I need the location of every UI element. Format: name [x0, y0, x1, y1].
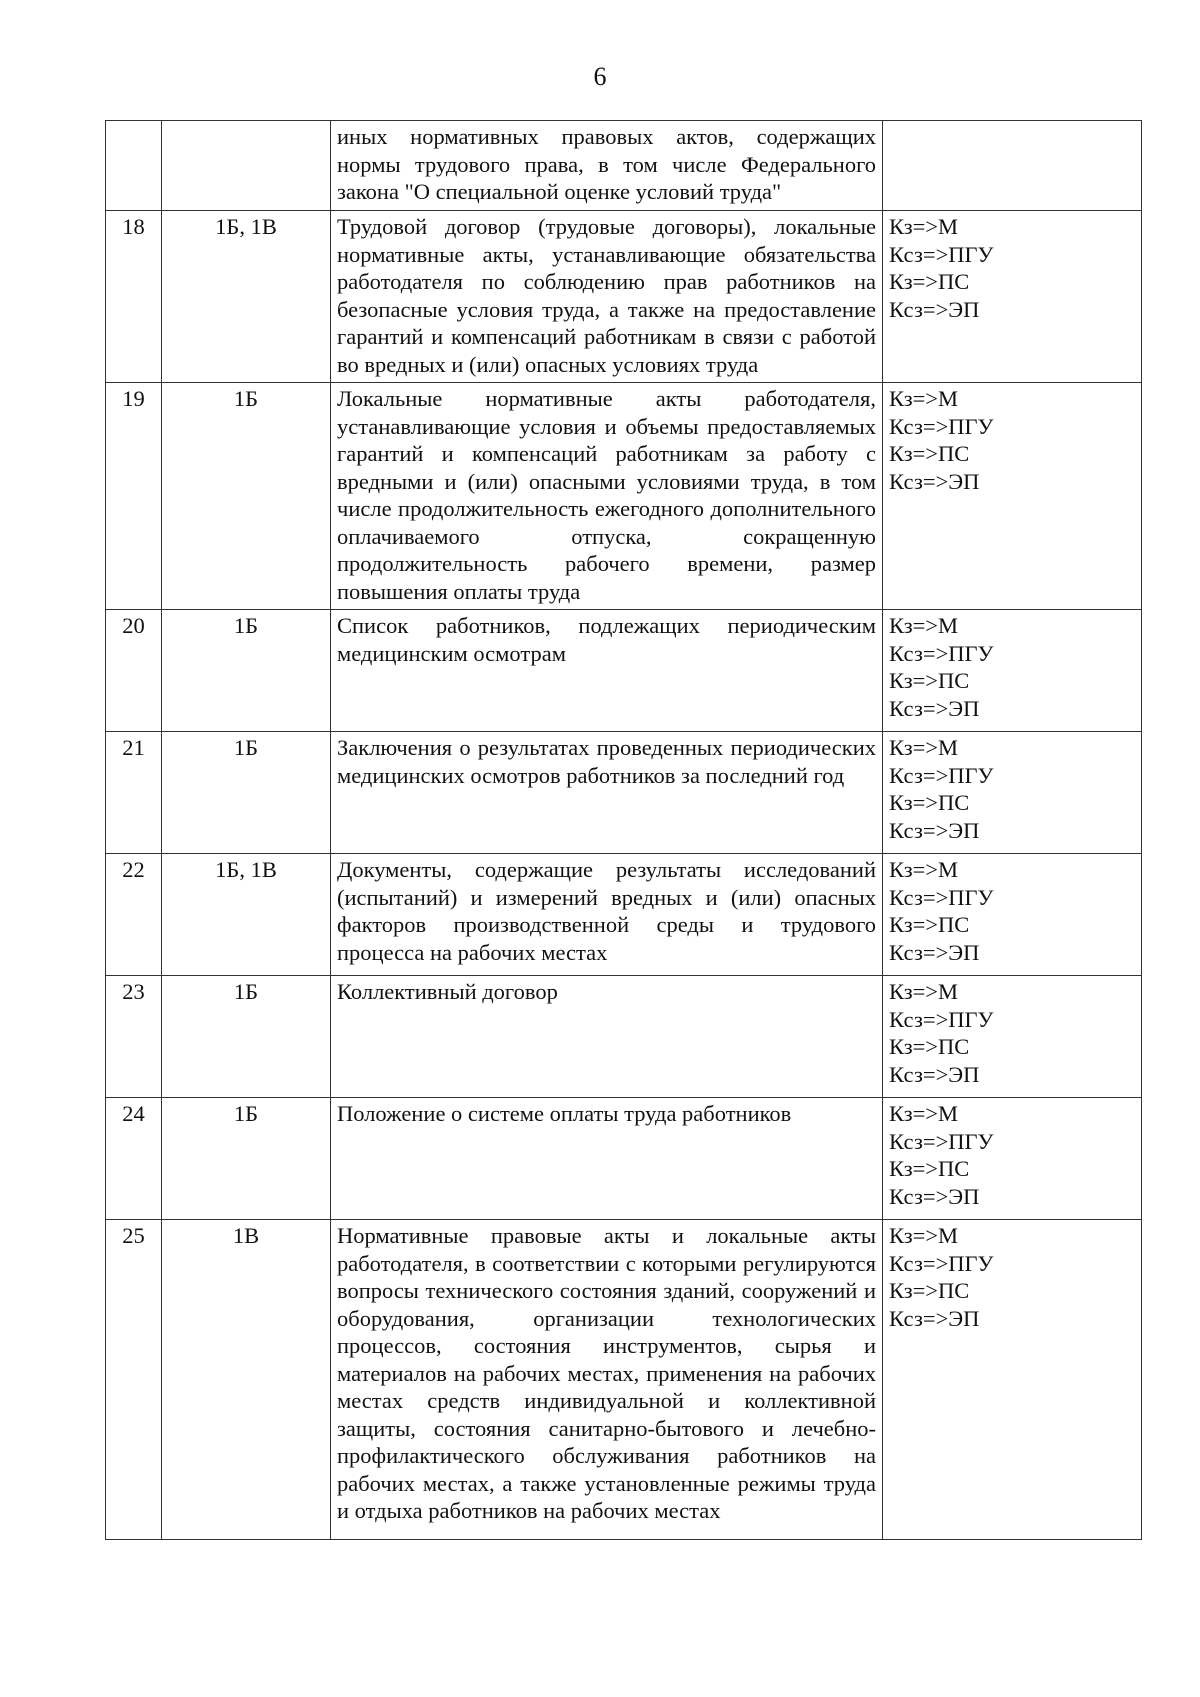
row-description: Документы, содержащие результаты исследований (испытаний) и измерений вредных и (или) опасных факторов производственной среды и трудового процесса на рабочих местах	[331, 854, 883, 976]
table-row	[106, 1220, 1142, 1540]
code-line: Кз=>М	[889, 1223, 958, 1248]
code-line: Ксз=>ПГУ	[889, 1128, 994, 1154]
row-group: 1В	[162, 1220, 331, 1540]
code-line: Кз=>М	[889, 214, 958, 239]
row-codes	[883, 1098, 1142, 1220]
row-description: Нормативные правовые акты и локальные акты работодателя, в соответствии с которыми регулируются вопросы технического состояния зданий, сооружений и оборудования, организации технологических процессов, состояния инструментов, сырья и материалов на рабочих местах, применения на рабочих местах средств индивидуальной и коллективной защиты, состояния санитарно-бытового и лечебно-профилактического обслуживания работников на рабочих местах, а также установленные режимы труда и отдыха работников на рабочих местах	[331, 1220, 883, 1540]
code-line: Ксз=>ЭП	[889, 1305, 980, 1331]
code-line: Кз=>М	[889, 979, 958, 1004]
row-codes	[883, 610, 1142, 732]
code-line: Кз=>М	[889, 386, 958, 411]
row-group: 1Б	[162, 732, 331, 854]
code-line: Кз=>ПС	[889, 790, 970, 815]
code-line: Кз=>М	[889, 613, 958, 638]
code-line: Кз=>ПС	[889, 668, 970, 693]
code-line: Ксз=>ПГУ	[889, 1006, 994, 1032]
code-line: Ксз=>ЭП	[889, 468, 980, 494]
code-line: Ксз=>ЭП	[889, 939, 980, 965]
row-number: 21	[106, 732, 162, 854]
row-description: Список работников, подлежащих периодическим медицинским осмотрам	[331, 610, 883, 732]
row-number: 25	[106, 1220, 162, 1540]
table-row	[106, 610, 1142, 732]
code-line: Кз=>М	[889, 735, 958, 760]
code-line: Ксз=>ПГУ	[889, 413, 994, 439]
code-line: Ксз=>ЭП	[889, 1061, 980, 1087]
code-line: Ксз=>ПГУ	[889, 241, 994, 267]
row-description: Положение о системе оплаты труда работников	[331, 1098, 883, 1220]
code-line: Ксз=>ПГУ	[889, 884, 994, 910]
table-body	[106, 121, 1142, 1540]
row-number: 22	[106, 854, 162, 976]
requirements-table	[105, 120, 1142, 1540]
code-line: Кз=>ПС	[889, 441, 970, 466]
code-line: Кз=>ПС	[889, 912, 970, 937]
row-number: 23	[106, 976, 162, 1098]
row-group	[162, 121, 331, 211]
row-number: 18	[106, 211, 162, 383]
code-line: Ксз=>ЭП	[889, 296, 980, 322]
row-description: Локальные нормативные акты работодателя, устанавливающие условия и объемы предоставляемых гарантий и компенсаций работникам за работу с вредными и (или) опасными условиями труда, в том числе продолжительность ежегодного дополнительного оплачиваемого отпуска, сокращенную продолжительность рабочего времени, размер повышения оплаты труда	[331, 383, 883, 610]
row-codes	[883, 121, 1142, 211]
row-number: 24	[106, 1098, 162, 1220]
row-codes	[883, 976, 1142, 1098]
code-line: Кз=>ПС	[889, 1278, 970, 1303]
row-group: 1Б, 1В	[162, 854, 331, 976]
row-description: иных нормативных правовых актов, содержащих нормы трудового права, в том числе Федерального закона "О специальной оценке условий труда"	[331, 121, 883, 211]
table-row	[106, 976, 1142, 1098]
row-group: 1Б	[162, 1098, 331, 1220]
table-row	[106, 854, 1142, 976]
row-description: Коллективный договор	[331, 976, 883, 1098]
row-codes	[883, 732, 1142, 854]
code-line: Ксз=>ЭП	[889, 695, 980, 721]
code-line: Кз=>ПС	[889, 1034, 970, 1059]
table-row	[106, 121, 1142, 211]
code-line: Ксз=>ЭП	[889, 817, 980, 843]
code-line: Кз=>М	[889, 1101, 958, 1126]
row-codes	[883, 854, 1142, 976]
code-line: Ксз=>ПГУ	[889, 640, 994, 666]
code-line: Кз=>М	[889, 857, 958, 882]
code-line: Кз=>ПС	[889, 1156, 970, 1181]
code-line: Ксз=>ЭП	[889, 1183, 980, 1209]
row-number	[106, 121, 162, 211]
code-line: Ксз=>ПГУ	[889, 762, 994, 788]
row-group: 1Б	[162, 976, 331, 1098]
code-line: Кз=>ПС	[889, 269, 970, 294]
code-line: Ксз=>ПГУ	[889, 1250, 994, 1276]
row-number: 19	[106, 383, 162, 610]
table-row	[106, 383, 1142, 610]
row-codes	[883, 383, 1142, 610]
row-group: 1Б	[162, 383, 331, 610]
row-description: Трудовой договор (трудовые договоры), локальные нормативные акты, устанавливающие обязательства работодателя по соблюдению прав работников на безопасные условия труда, а также на предоставление гарантий и компенсаций работникам в связи с работой во вредных и (или) опасных условиях труда	[331, 211, 883, 383]
table-row	[106, 732, 1142, 854]
page-number: 6	[593, 62, 607, 91]
row-group: 1Б	[162, 610, 331, 732]
table-row	[106, 1098, 1142, 1220]
row-number: 20	[106, 610, 162, 732]
row-description: Заключения о результатах проведенных периодических медицинских осмотров работников за последний год	[331, 732, 883, 854]
row-group: 1Б, 1В	[162, 211, 331, 383]
table-row	[106, 211, 1142, 383]
row-codes	[883, 211, 1142, 383]
row-codes	[883, 1220, 1142, 1540]
